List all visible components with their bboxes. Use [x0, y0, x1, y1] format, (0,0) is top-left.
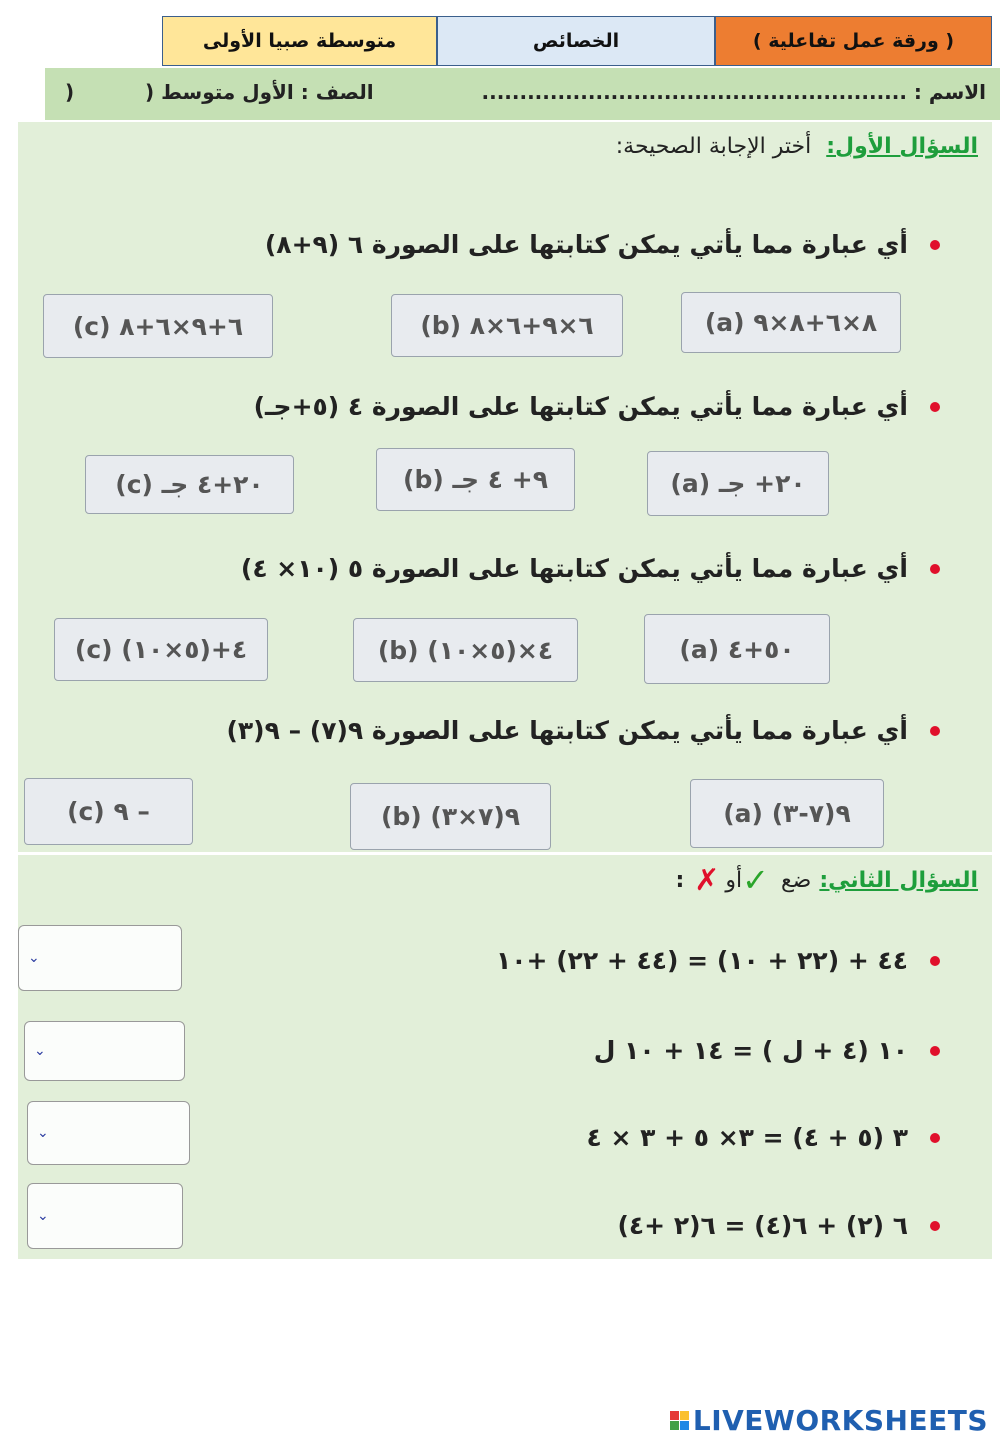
q1-item-1-option-b[interactable]: (b) ٦×٩+٦×٨: [391, 294, 623, 357]
q1-item-3-option-c[interactable]: (c) (٥×١٠)+٤: [54, 618, 268, 681]
chevron-down-icon: ⌄: [37, 1125, 49, 1141]
question-one-panel: [18, 122, 992, 852]
check-icon: ✓: [742, 861, 769, 899]
q2-item-4-dropdown[interactable]: [27, 1183, 183, 1249]
question-one-label: السؤال الأول:: [826, 134, 978, 159]
q1-item-4-option-c[interactable]: (c) ٩ –: [24, 778, 193, 845]
q2-item-4-statement: ٦ (٢) + ٦(٤) = ٦(٢ +٤): [617, 1211, 940, 1240]
bullet-icon: [930, 240, 940, 250]
logo-icon: [670, 1411, 689, 1430]
bullet-icon: [930, 726, 940, 736]
q2-item-3-dropdown[interactable]: [27, 1101, 190, 1165]
chevron-down-icon: ⌄: [37, 1208, 49, 1224]
topic-cell: [437, 16, 715, 66]
school-cell: [162, 16, 437, 66]
q2-item-2-dropdown[interactable]: [24, 1021, 185, 1081]
q1-item-3-option-a[interactable]: (a) ٥٠+٤: [644, 614, 830, 684]
question-one-instruction: أختر الإجابة الصحيحة:: [615, 134, 812, 159]
worksheet-type-cell: [715, 16, 992, 66]
q1-item-1-option-c[interactable]: (c) ٦+٩×٦+٨: [43, 294, 273, 358]
bullet-icon: [930, 402, 940, 412]
grade-close: ): [65, 80, 75, 104]
q2-item-3-statement: ٣ (٥ + ٤) = ٣× ٥ + ٣ × ٤: [586, 1123, 940, 1152]
q2-item-1-dropdown[interactable]: [18, 925, 182, 991]
bullet-icon: [930, 1046, 940, 1056]
q2-item-1-statement: ٤٤ + (٢٢ + ١٠) = (٤٤ + ٢٢) +١٠: [496, 946, 940, 975]
name-label: الاسم : ........................................................: [481, 80, 986, 104]
q1-item-3-option-b[interactable]: (b) (٥×١٠)×٤: [353, 618, 578, 682]
bullet-icon: [930, 1133, 940, 1143]
worksheet-type: ( ورقة عمل تفاعلية ): [752, 30, 955, 52]
cross-icon: ✗: [694, 862, 720, 898]
q1-item-2-prompt: أي عبارة مما يأتي يمكن كتابتها على الصورة ٤ (٥+جـ): [254, 392, 940, 421]
grade-label: الصف : الأول متوسط (: [145, 80, 374, 104]
question-one-heading: [616, 134, 978, 159]
q1-item-1-option-a[interactable]: (a) ٨×٦+٨×٩: [681, 292, 901, 353]
q1-item-1-prompt: أي عبارة مما يأتي يمكن كتابتها على الصورة ٦ (٩+٨): [265, 230, 940, 259]
q1-item-4-option-b[interactable]: (b) ٩(٧×٣): [350, 783, 551, 850]
topic-title: الخصائص: [532, 30, 620, 52]
bullet-icon: [930, 956, 940, 966]
bullet-icon: [930, 564, 940, 574]
question-two-label: السؤال الثاني:: [819, 867, 978, 893]
question-two-panel: [18, 855, 992, 1259]
or-word: أو: [725, 867, 743, 893]
question-two-heading: [675, 861, 978, 899]
student-info-bar: [45, 68, 1000, 120]
bullet-icon: [930, 1221, 940, 1231]
liveworksheets-logo: [670, 1404, 988, 1437]
q1-item-2-option-c[interactable]: (c) ٢٠+٤ جـ: [85, 455, 294, 514]
colon: :: [675, 867, 685, 893]
brand-name: LIVEWORKSHEETS: [692, 1404, 988, 1437]
q1-item-3-prompt: أي عبارة مما يأتي يمكن كتابتها على الصورة ٥ (١٠× ٤): [241, 554, 940, 583]
q2-item-2-statement: ١٠ (٤ + ل ) = ١٤ + ١٠ ل: [594, 1036, 940, 1065]
chevron-down-icon: ⌄: [28, 950, 40, 966]
question-two-instruction: ضع: [780, 867, 812, 893]
school-name: متوسطة صبيا الأولى: [202, 30, 397, 52]
chevron-down-icon: ⌄: [34, 1043, 46, 1059]
q1-item-4-option-a[interactable]: (a) ٩(٧-٣): [690, 779, 884, 848]
q1-item-2-option-b[interactable]: (b) ٩+ ٤ جـ: [376, 448, 575, 511]
q1-item-4-prompt: أي عبارة مما يأتي يمكن كتابتها على الصورة ٩(٧) – ٩(٣): [226, 716, 940, 745]
q1-item-2-option-a[interactable]: (a) ٢٠+ جـ: [647, 451, 829, 516]
